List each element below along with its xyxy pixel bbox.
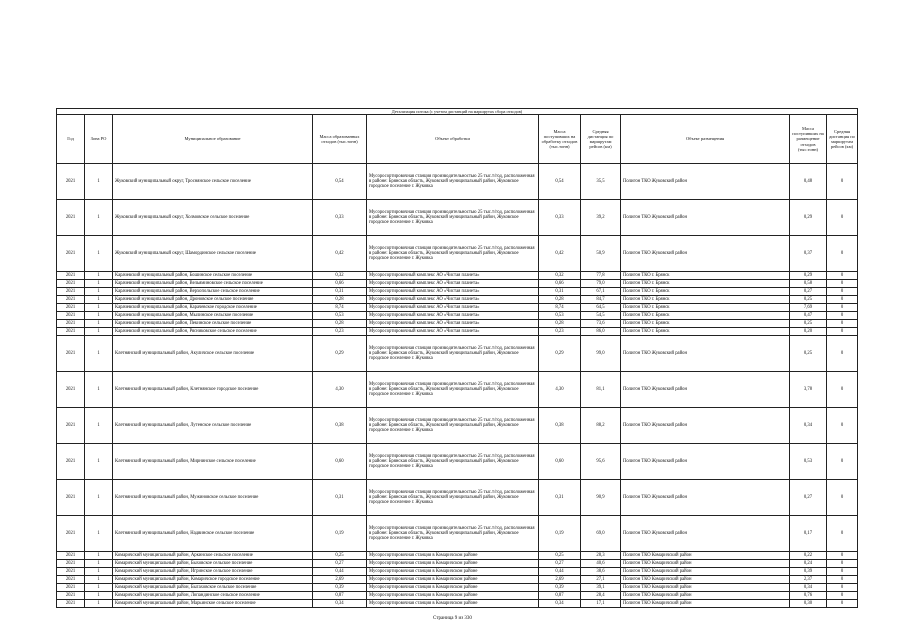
cell-processing-object: Мусоросортировочный комплекс АО «Чистая планета» (367, 288, 539, 296)
cell-distance-2: 0 (827, 312, 858, 320)
cell-mass-generated: 0,33 (313, 200, 367, 236)
cell-processing-object: Мусоросортировочная станция в Комаричском районе (367, 568, 539, 576)
cell-distance-2: 0 (827, 164, 858, 200)
cell-year: 2021 (57, 200, 85, 236)
cell-distance-2: 0 (827, 280, 858, 288)
cell-processing-object: Мусоросортировочная станция в Комаричском районе (367, 560, 539, 568)
table-row (57, 576, 858, 584)
cell-zone: 1 (85, 328, 113, 336)
cell-year: 2021 (57, 592, 85, 600)
cell-distance-1: 64,5 (581, 304, 621, 312)
cell-distance-1: 88,2 (581, 408, 621, 444)
cell-mass-disposal: 0,29 (790, 200, 827, 236)
cell-mass-generated: 0,25 (313, 552, 367, 560)
cell-zone: 1 (85, 568, 113, 576)
cell-mass-disposal: 7,69 (790, 304, 827, 312)
cell-mass-disposal: 0,58 (790, 280, 827, 288)
cell-processing-object: Мусоросортировочная станция в Комаричском районе (367, 576, 539, 584)
cell-year: 2021 (57, 552, 85, 560)
cell-distance-2: 0 (827, 584, 858, 592)
cell-mass-disposal: 0,27 (790, 288, 827, 296)
table-row (57, 552, 858, 560)
cell-year: 2021 (57, 312, 85, 320)
cell-distance-1: 35,5 (581, 164, 621, 200)
cell-mass-processing: 8,74 (539, 304, 581, 312)
cell-distance-2: 0 (827, 328, 858, 336)
cell-mass-generated: 0,38 (313, 408, 367, 444)
cell-zone: 1 (85, 296, 113, 304)
cell-year: 2021 (57, 164, 85, 200)
cell-distance-1: 79,0 (581, 280, 621, 288)
cell-mass-generated: 8,74 (313, 304, 367, 312)
cell-mass-processing: 0,19 (539, 516, 581, 552)
cell-distance-1: 54,5 (581, 312, 621, 320)
cell-processing-object: Мусоросортировочная станция в Комаричском районе (367, 584, 539, 592)
cell-municipality: Карачевский муниципальный район, Карачевское городское поселение (113, 304, 313, 312)
cell-processing-object: Мусоросортировочная станция производительностью 25 тыс.т/год, расположенная в районе: Брянская область, Жуковский муниципальный район, Жуковское городское поселение г. Жуковка (367, 336, 539, 372)
cell-municipality: Комаричский муниципальный район, Марьинское сельское поселение (113, 600, 313, 608)
cell-disposal-object: Полигон ТКО Комаричский район (621, 584, 790, 592)
cell-distance-2: 0 (827, 320, 858, 328)
cell-municipality: Карачевский муниципальный район, Пекинское сельское поселение (113, 320, 313, 328)
cell-processing-object: Мусоросортировочная станция производительностью 25 тыс.т/год, расположенная в районе: Брянская область, Жуковский муниципальный район, Жуковское городское поселение г. Жуковка (367, 408, 539, 444)
cell-distance-2: 0 (827, 372, 858, 408)
cell-municipality: Комаричский муниципальный район, Комаричское городское поселение (113, 576, 313, 584)
cell-mass-generated: 0,32 (313, 272, 367, 280)
cell-disposal-object: Полигон ТКО Жуковский район (621, 164, 790, 200)
cell-zone: 1 (85, 600, 113, 608)
col-distance-2-header: Средняя дистанция по маршрутам рейсов (км) (827, 115, 858, 164)
table-row (57, 336, 858, 372)
cell-mass-disposal: 0,29 (790, 272, 827, 280)
col-zone-header: Зона РО (85, 115, 113, 164)
cell-mass-disposal: 0,27 (790, 480, 827, 516)
cell-zone: 1 (85, 480, 113, 516)
cell-mass-processing: 0,42 (539, 236, 581, 272)
cell-distance-1: 99,0 (581, 336, 621, 372)
cell-processing-object: Мусоросортировочная станция в Комаричском районе (367, 552, 539, 560)
col-year-header: Год (57, 115, 85, 164)
cell-disposal-object: Полигон ТКО Жуковский район (621, 408, 790, 444)
col-disposal-object-header: Объект размещения (621, 115, 790, 164)
cell-mass-processing: 0,53 (539, 312, 581, 320)
cell-processing-object: Мусоросортировочная станция производительностью 25 тыс.т/год, расположенная в районе: Брянская область, Жуковский муниципальный район, Жуковское городское поселение г. Жуковка (367, 372, 539, 408)
cell-disposal-object: Полигон ТКО Жуковский район (621, 372, 790, 408)
cell-municipality: Карачевский муниципальный район, Мылинское сельское поселение (113, 312, 313, 320)
cell-distance-1: 73,6 (581, 320, 621, 328)
cell-disposal-object: Полигон ТКО Жуковский район (621, 200, 790, 236)
cell-distance-2: 0 (827, 304, 858, 312)
cell-mass-processing: 0,34 (539, 600, 581, 608)
cell-processing-object: Мусоросортировочный комплекс АО «Чистая планета» (367, 272, 539, 280)
table-row (57, 444, 858, 480)
cell-mass-processing: 0,23 (539, 328, 581, 336)
cell-processing-object: Мусоросортировочный комплекс АО «Чистая планета» (367, 304, 539, 312)
report-sheet (56, 108, 857, 608)
cell-mass-processing: 0,25 (539, 552, 581, 560)
cell-year: 2021 (57, 600, 85, 608)
cell-year: 2021 (57, 584, 85, 592)
cell-zone: 1 (85, 444, 113, 480)
cell-disposal-object: Полигон ТКО Комаричский район (621, 552, 790, 560)
cell-zone: 1 (85, 312, 113, 320)
cell-mass-disposal: 0,34 (790, 408, 827, 444)
cell-processing-object: Мусоросортировочный комплекс АО «Чистая планета» (367, 312, 539, 320)
cell-year: 2021 (57, 272, 85, 280)
table-row (57, 372, 858, 408)
cell-disposal-object: Полигон ТКО Комаричский район (621, 592, 790, 600)
cell-mass-generated: 0,19 (313, 516, 367, 552)
col-distance-1-header: Средняя дистанция по маршрутам рейсов (км) (581, 115, 621, 164)
cell-distance-1: 90,9 (581, 480, 621, 516)
cell-mass-generated: 0,29 (313, 336, 367, 372)
cell-year: 2021 (57, 560, 85, 568)
cell-zone: 1 (85, 164, 113, 200)
cell-zone: 1 (85, 584, 113, 592)
cell-mass-processing: 0,44 (539, 568, 581, 576)
cell-mass-generated: 2,69 (313, 576, 367, 584)
cell-mass-generated: 0,31 (313, 480, 367, 516)
cell-year: 2021 (57, 444, 85, 480)
table-row (57, 320, 858, 328)
table-row (57, 408, 858, 444)
cell-mass-generated: 0,28 (313, 296, 367, 304)
col-mass-generated-header: Масса образованных отходов (тыс.тонн) (313, 115, 367, 164)
table-body (57, 164, 858, 608)
cell-municipality: Карачевский муниципальный район, Рясниковское сельское поселение (113, 328, 313, 336)
table-row (57, 164, 858, 200)
cell-distance-1: 69,0 (581, 516, 621, 552)
cell-disposal-object: Полигон ТКО Жуковский район (621, 444, 790, 480)
cell-year: 2021 (57, 516, 85, 552)
cell-disposal-object: Полигон ТКО г. Брянск (621, 272, 790, 280)
cell-distance-1: 39,1 (581, 584, 621, 592)
cell-processing-object: Мусоросортировочная станция производительностью 25 тыс.т/год, расположенная в районе: Брянская область, Жуковский муниципальный район, Жуковское городское поселение г. Жуковка (367, 236, 539, 272)
cell-zone: 1 (85, 336, 113, 372)
cell-mass-generated: 4,30 (313, 372, 367, 408)
cell-zone: 1 (85, 280, 113, 288)
cell-disposal-object: Полигон ТКО г. Брянск (621, 312, 790, 320)
cell-zone: 1 (85, 516, 113, 552)
cell-mass-disposal: 2,37 (790, 576, 827, 584)
cell-municipality: Карачевский муниципальный район, Дроновское сельское поселение (113, 296, 313, 304)
cell-mass-generated: 0,66 (313, 280, 367, 288)
cell-processing-object: Мусоросортировочный комплекс АО «Чистая планета» (367, 280, 539, 288)
cell-municipality: Карачевский муниципальный район, Бошинское сельское поселение (113, 272, 313, 280)
cell-mass-disposal: 0,17 (790, 516, 827, 552)
cell-municipality: Комаричский муниципальный район, Быгаховское сельское поселение (113, 584, 313, 592)
cell-mass-disposal: 0,30 (790, 600, 827, 608)
cell-processing-object: Мусоросортировочная станция производительностью 25 тыс.т/год, расположенная в районе: Брянская область, Жуковский муниципальный район, Жуковское городское поселение г. Жуковка (367, 480, 539, 516)
cell-mass-disposal: 0,22 (790, 552, 827, 560)
cell-mass-generated: 0,42 (313, 236, 367, 272)
cell-distance-1: 38,6 (581, 568, 621, 576)
cell-distance-2: 0 (827, 296, 858, 304)
cell-distance-1: 67,1 (581, 288, 621, 296)
cell-disposal-object: Полигон ТКО Жуковский район (621, 480, 790, 516)
cell-year: 2021 (57, 296, 85, 304)
cell-mass-generated: 0,60 (313, 444, 367, 480)
cell-mass-disposal: 0,34 (790, 584, 827, 592)
cell-disposal-object: Полигон ТКО Жуковский район (621, 516, 790, 552)
cell-distance-1: 28,4 (581, 592, 621, 600)
cell-mass-processing: 4,30 (539, 372, 581, 408)
cell-mass-generated: 0,53 (313, 312, 367, 320)
cell-mass-processing: 0,33 (539, 200, 581, 236)
cell-distance-2: 0 (827, 200, 858, 236)
cell-year: 2021 (57, 408, 85, 444)
table-row (57, 200, 858, 236)
cell-municipality: Клетнянский муниципальный район, Акуличское сельское поселение (113, 336, 313, 372)
cell-distance-2: 0 (827, 288, 858, 296)
table-row (57, 584, 858, 592)
cell-distance-1: 86,0 (581, 328, 621, 336)
cell-zone: 1 (85, 560, 113, 568)
cell-mass-disposal: 0,53 (790, 444, 827, 480)
cell-municipality: Клетнянский муниципальный район, Мужиновское сельское поселение (113, 480, 313, 516)
cell-distance-2: 0 (827, 236, 858, 272)
cell-mass-processing: 0,87 (539, 592, 581, 600)
cell-mass-generated: 0,27 (313, 560, 367, 568)
cell-municipality: Жуковский муниципальный округ, Троснянское сельское поселение (113, 164, 313, 200)
table-row (57, 600, 858, 608)
cell-distance-1: 81,1 (581, 372, 621, 408)
table-row (57, 296, 858, 304)
cell-distance-1: 40,6 (581, 560, 621, 568)
cell-mass-generated: 0,31 (313, 288, 367, 296)
cell-mass-generated: 0,23 (313, 328, 367, 336)
cell-municipality: Клетнянский муниципальный район, Лутенское сельское поселение (113, 408, 313, 444)
cell-distance-2: 0 (827, 552, 858, 560)
cell-processing-object: Мусоросортировочная станция производительностью 25 тыс.т/год, расположенная в районе: Брянская область, Жуковский муниципальный район, Жуковское городское поселение г. Жуковка (367, 516, 539, 552)
cell-processing-object: Мусоросортировочный комплекс АО «Чистая планета» (367, 328, 539, 336)
waste-flow-table (56, 108, 858, 608)
cell-mass-disposal: 0,48 (790, 164, 827, 200)
cell-municipality: Клетнянский муниципальный район, Клетнянское городское поселение (113, 372, 313, 408)
cell-mass-disposal: 0,20 (790, 328, 827, 336)
cell-distance-2: 0 (827, 336, 858, 372)
table-row (57, 328, 858, 336)
cell-municipality: Карачевский муниципальный район, Верхопольское сельское поселение (113, 288, 313, 296)
cell-mass-processing: 0,66 (539, 280, 581, 288)
cell-year: 2021 (57, 568, 85, 576)
cell-mass-disposal: 0,24 (790, 560, 827, 568)
table-row (57, 480, 858, 516)
cell-processing-object: Мусоросортировочная станция в Комаричском районе (367, 592, 539, 600)
cell-year: 2021 (57, 236, 85, 272)
table-row (57, 592, 858, 600)
cell-mass-disposal: 0,37 (790, 236, 827, 272)
table-row (57, 560, 858, 568)
cell-mass-generated: 0,44 (313, 568, 367, 576)
cell-disposal-object: Полигон ТКО Комаричский район (621, 560, 790, 568)
cell-processing-object: Мусоросортировочная станция производительностью 25 тыс.т/год, расположенная в районе: Брянская область, Жуковский муниципальный район, Жуковское городское поселение г. Жуковка (367, 444, 539, 480)
cell-distance-2: 0 (827, 444, 858, 480)
cell-year: 2021 (57, 320, 85, 328)
table-row (57, 280, 858, 288)
cell-mass-processing: 0,28 (539, 320, 581, 328)
cell-zone: 1 (85, 304, 113, 312)
cell-mass-generated: 0,54 (313, 164, 367, 200)
cell-municipality: Клетнянский муниципальный район, Надвинское сельское поселение (113, 516, 313, 552)
cell-disposal-object: Полигон ТКО г. Брянск (621, 280, 790, 288)
cell-disposal-object: Полигон ТКО Жуковский район (621, 336, 790, 372)
table-row (57, 304, 858, 312)
cell-mass-processing: 0,31 (539, 288, 581, 296)
cell-mass-processing: 2,69 (539, 576, 581, 584)
cell-distance-1: 17,1 (581, 600, 621, 608)
cell-municipality: Клетнянский муниципальный район, Мирнинское сельское поселение (113, 444, 313, 480)
cell-mass-generated: 0,39 (313, 584, 367, 592)
cell-zone: 1 (85, 408, 113, 444)
cell-distance-1: 28,3 (581, 552, 621, 560)
cell-disposal-object: Полигон ТКО г. Брянск (621, 320, 790, 328)
cell-year: 2021 (57, 304, 85, 312)
page-number: Страница 9 из 330 (433, 616, 472, 621)
col-municipality-header: Муниципальное образование (113, 115, 313, 164)
cell-year: 2021 (57, 372, 85, 408)
cell-year: 2021 (57, 576, 85, 584)
cell-zone: 1 (85, 288, 113, 296)
cell-processing-object: Мусоросортировочный комплекс АО «Чистая планета» (367, 296, 539, 304)
cell-disposal-object: Полигон ТКО г. Брянск (621, 296, 790, 304)
cell-mass-processing: 0,32 (539, 272, 581, 280)
cell-zone: 1 (85, 576, 113, 584)
cell-zone: 1 (85, 592, 113, 600)
col-mass-disposal-header: Масса поступивших на размещение отходов (тыс.тонн) (790, 115, 827, 164)
cell-municipality: Комаричский муниципальный район, Лопандинское сельское поселение (113, 592, 313, 600)
cell-municipality: Комаричский муниципальный район, Игринское сельское поселение (113, 568, 313, 576)
cell-disposal-object: Полигон ТКО г. Брянск (621, 328, 790, 336)
table-row (57, 312, 858, 320)
cell-mass-disposal: 0,25 (790, 336, 827, 372)
cell-distance-1: 39,2 (581, 200, 621, 236)
cell-distance-2: 0 (827, 560, 858, 568)
cell-municipality: Комаричский муниципальный район, Быховское сельское поселение (113, 560, 313, 568)
cell-processing-object: Мусоросортировочная станция производительностью 25 тыс.т/год, расположенная в районе: Брянская область, Жуковский муниципальный район, Жуковское городское поселение г. Жуковка (367, 164, 539, 200)
cell-disposal-object: Полигон ТКО Комаричский район (621, 600, 790, 608)
cell-distance-2: 0 (827, 516, 858, 552)
cell-zone: 1 (85, 320, 113, 328)
table-banner: Детализация потока (с учетом дистанций на маршрутах сбора отходов) (57, 109, 858, 115)
table-row (57, 236, 858, 272)
table-header-row (57, 115, 858, 164)
cell-distance-2: 0 (827, 272, 858, 280)
cell-distance-2: 0 (827, 408, 858, 444)
cell-distance-1: 50,9 (581, 236, 621, 272)
cell-mass-disposal: 0,47 (790, 312, 827, 320)
cell-distance-2: 0 (827, 568, 858, 576)
cell-disposal-object: Полигон ТКО Комаричский район (621, 576, 790, 584)
cell-distance-1: 77,8 (581, 272, 621, 280)
cell-mass-processing: 0,29 (539, 336, 581, 372)
cell-distance-2: 0 (827, 592, 858, 600)
cell-distance-1: 95,6 (581, 444, 621, 480)
cell-year: 2021 (57, 288, 85, 296)
cell-disposal-object: Полигон ТКО г. Брянск (621, 304, 790, 312)
cell-municipality: Жуковский муниципальный округ, Холмовское сельское поселение (113, 200, 313, 236)
cell-distance-2: 0 (827, 576, 858, 584)
cell-municipality: Карачевский муниципальный район, Вельяминовское сельское поселение (113, 280, 313, 288)
table-row (57, 288, 858, 296)
cell-zone: 1 (85, 372, 113, 408)
cell-mass-processing: 0,39 (539, 584, 581, 592)
cell-mass-processing: 0,31 (539, 480, 581, 516)
cell-mass-processing: 0,28 (539, 296, 581, 304)
cell-mass-processing: 0,54 (539, 164, 581, 200)
cell-processing-object: Мусоросортировочная станция производительностью 25 тыс.т/год, расположенная в районе: Брянская область, Жуковский муниципальный район, Жуковское городское поселение г. Жуковка (367, 200, 539, 236)
cell-zone: 1 (85, 200, 113, 236)
col-mass-processing-header: Масса поступивших на обработку отходов (тыс.тонн) (539, 115, 581, 164)
table-row (57, 568, 858, 576)
cell-mass-disposal: 0,25 (790, 320, 827, 328)
cell-distance-2: 0 (827, 480, 858, 516)
table-row (57, 516, 858, 552)
cell-mass-generated: 0,34 (313, 600, 367, 608)
cell-mass-disposal: 0,76 (790, 592, 827, 600)
cell-distance-1: 27,1 (581, 576, 621, 584)
cell-mass-processing: 0,27 (539, 560, 581, 568)
cell-zone: 1 (85, 236, 113, 272)
cell-municipality: Жуковский муниципальный округ, Шамординское сельское поселение (113, 236, 313, 272)
cell-distance-2: 0 (827, 600, 858, 608)
cell-disposal-object: Полигон ТКО Жуковский район (621, 236, 790, 272)
cell-processing-object: Мусоросортировочная станция в Комаричском районе (367, 600, 539, 608)
cell-disposal-object: Полигон ТКО Комаричский район (621, 568, 790, 576)
cell-mass-processing: 0,60 (539, 444, 581, 480)
col-processing-object-header: Объект обработки (367, 115, 539, 164)
cell-mass-generated: 0,87 (313, 592, 367, 600)
cell-mass-disposal: 0,39 (790, 568, 827, 576)
cell-year: 2021 (57, 328, 85, 336)
cell-year: 2021 (57, 280, 85, 288)
cell-zone: 1 (85, 272, 113, 280)
cell-year: 2021 (57, 336, 85, 372)
cell-municipality: Комаричский муниципальный район, Аркинское сельское поселение (113, 552, 313, 560)
cell-mass-disposal: 3,78 (790, 372, 827, 408)
cell-mass-generated: 0,28 (313, 320, 367, 328)
table-row (57, 272, 858, 280)
cell-zone: 1 (85, 552, 113, 560)
cell-mass-disposal: 0,25 (790, 296, 827, 304)
cell-mass-processing: 0,38 (539, 408, 581, 444)
cell-processing-object: Мусоросортировочный комплекс АО «Чистая планета» (367, 320, 539, 328)
cell-distance-1: 84,7 (581, 296, 621, 304)
cell-year: 2021 (57, 480, 85, 516)
cell-disposal-object: Полигон ТКО г. Брянск (621, 288, 790, 296)
